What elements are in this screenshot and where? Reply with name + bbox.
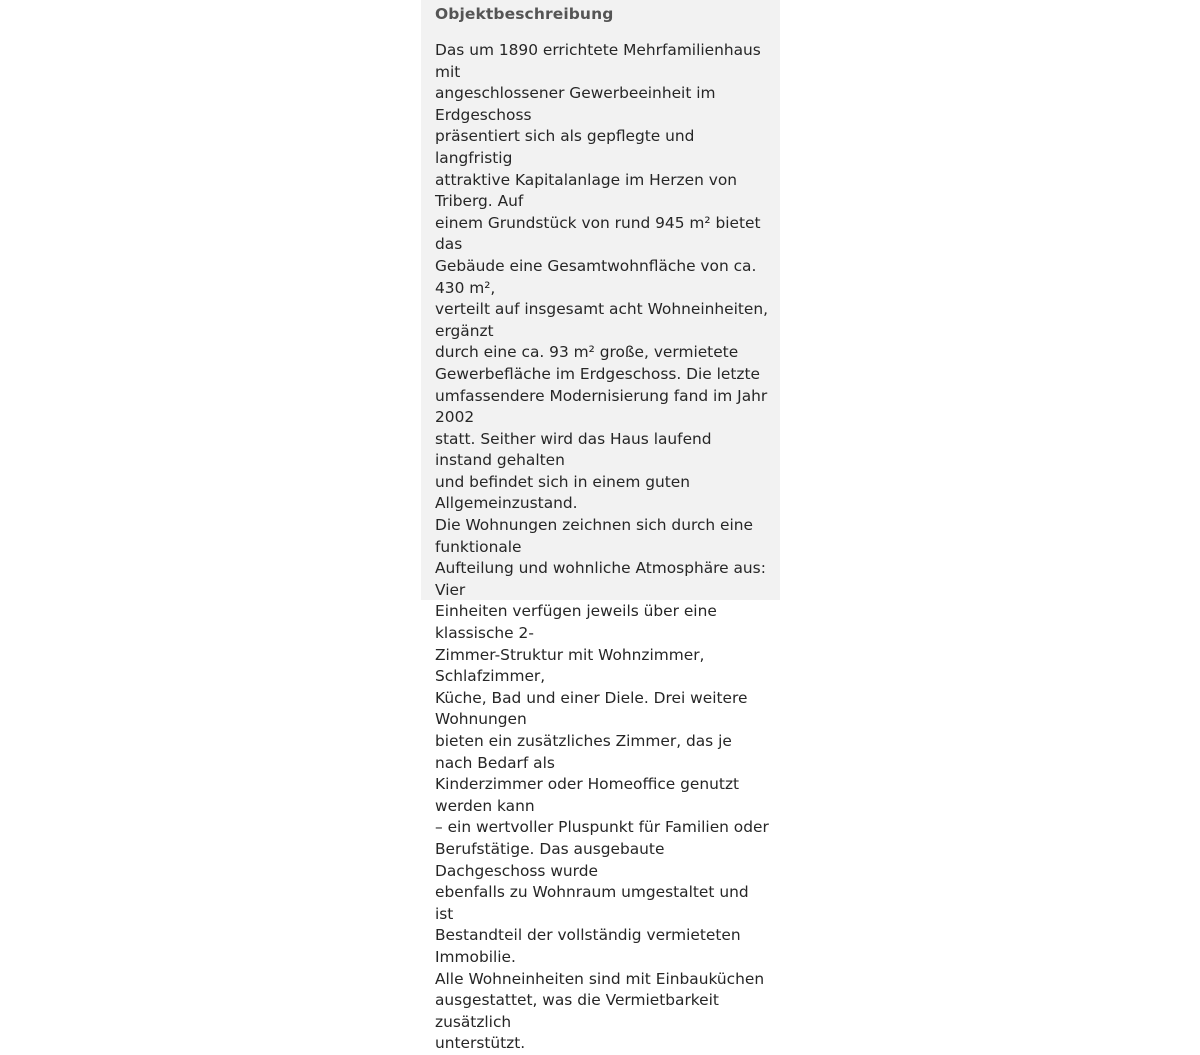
description-line: Küche, Bad und einer Diele. Drei weitere Wohnungen <box>435 688 748 729</box>
description-line: attraktive Kapitalanlage im Herzen von Triberg. Auf <box>435 170 738 211</box>
object-description-text <box>435 40 769 1055</box>
description-line: ebenfalls zu Wohnraum umgestaltet und ist <box>435 883 749 923</box>
description-line: und befindet sich in einem guten Allgemeinzustand. <box>435 472 690 513</box>
description-line: Gebäude eine Gesamtwohnfläche von ca. 430 m², <box>435 256 757 297</box>
description-line: ausgestattet, was die Vermietbarkeit zusätzlich <box>435 991 719 1031</box>
description-line: Gewerbefläche im Erdgeschoss. Die letzte <box>435 364 760 383</box>
description-line: durch eine ca. 93 m² große, vermietete <box>435 343 739 362</box>
description-line: bieten ein zusätzliches Zimmer, das je nach Bedarf als <box>435 732 732 772</box>
description-line: Alle Wohneinheiten sind mit Einbauküchen <box>435 969 765 988</box>
description-line: Kinderzimmer oder Homeoffice genutzt werden kann <box>435 775 740 815</box>
description-line: Das um 1890 errichtete Mehrfamilienhaus mit <box>435 41 761 81</box>
description-line: Berufstätige. Das ausgebaute Dachgeschoss wurde <box>435 839 665 880</box>
description-line: Einheiten verfügen jeweils über eine klassische 2- <box>435 602 717 643</box>
description-line: Bestandteil der vollständig vermieteten Immobilie. <box>435 926 741 966</box>
description-line: – ein wertvoller Pluspunkt für Familien oder <box>435 818 769 837</box>
description-line: Die Wohnungen zeichnen sich durch eine funktionale <box>435 516 754 556</box>
description-line: statt. Seither wird das Haus laufend instand gehalten <box>435 429 712 470</box>
section-heading: Objektbeschreibung <box>435 5 614 23</box>
description-line: unterstützt. <box>435 1034 526 1053</box>
description-line: Zimmer-Struktur mit Wohnzimmer, Schlafzimmer, <box>435 645 705 686</box>
description-line: angeschlossener Gewerbeeinheit im Erdgeschoss <box>435 84 716 124</box>
description-line: verteilt auf insgesamt acht Wohneinheiten, ergänzt <box>435 300 769 340</box>
description-line: Aufteilung und wohnliche Atmosphäre aus: Vier <box>435 559 766 599</box>
description-line: umfassendere Modernisierung fand im Jahr 2002 <box>435 386 768 427</box>
description-line: einem Grundstück von rund 945 m² bietet das <box>435 213 761 254</box>
description-line: präsentiert sich als gepflegte und langfristig <box>435 127 695 167</box>
content-column <box>421 0 780 1053</box>
